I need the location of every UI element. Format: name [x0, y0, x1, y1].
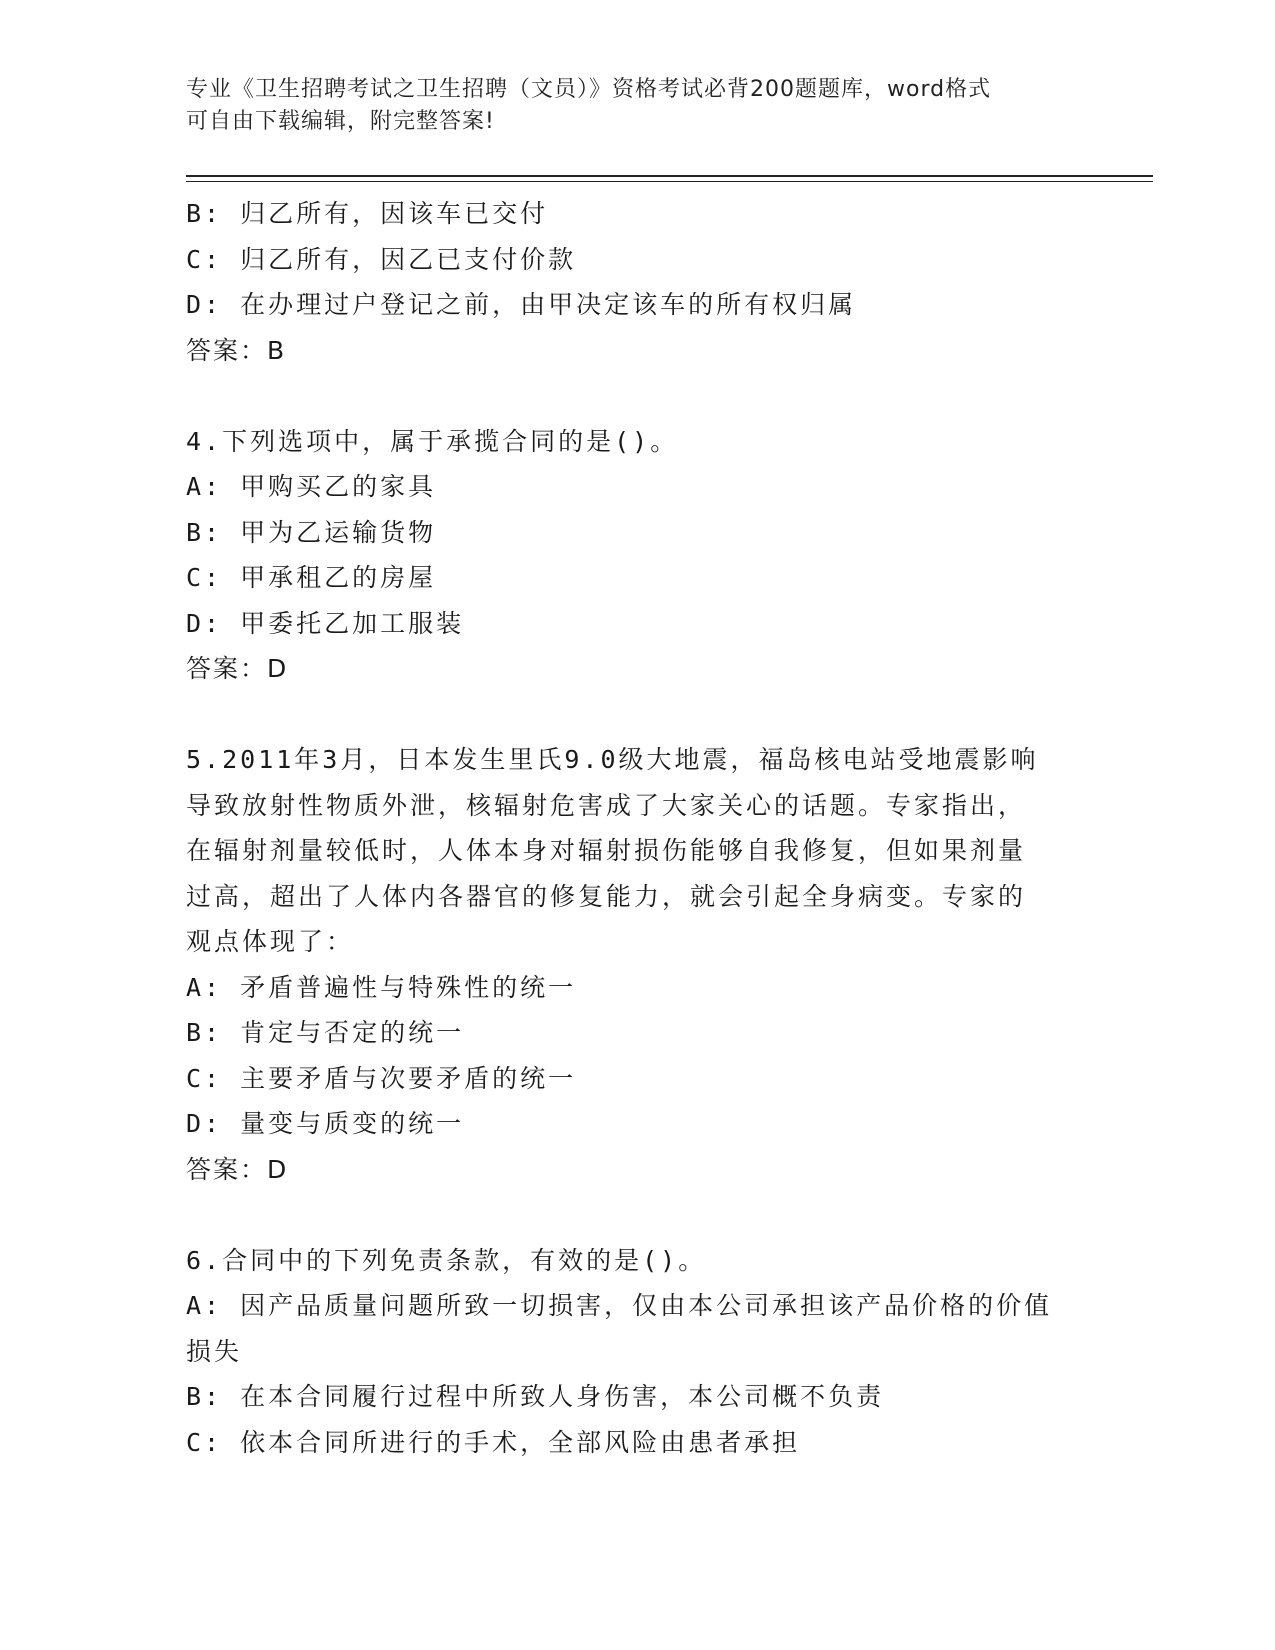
header-rule-thin [186, 181, 1153, 182]
q6-option-c: C: 依本合同所进行的手术，全部风险由患者承担 [186, 1427, 801, 1457]
spacer [186, 1192, 1146, 1238]
q3-answer: 答案：B [186, 335, 287, 365]
q6-option-a-continued: 损失 [186, 1336, 243, 1366]
document-header [186, 74, 1086, 138]
q6-option-a: A: 因产品质量问题所致一切损害，仅由本公司承担该产品价格的价值 [186, 1291, 1053, 1320]
q4-option-b: B: 甲为乙运输货物 [186, 517, 437, 547]
q5-option-b: B: 肯定与否定的统一 [186, 1018, 465, 1047]
q6-option-b: B: 在本合同履行过程中所致人身伤害，本公司概不负责 [186, 1382, 885, 1411]
spacer [186, 692, 1146, 738]
q3-option-d: D: 在办理过户登记之前，由甲决定该车的所有权归属 [186, 290, 857, 319]
q5-question-line: 导致放射性物质外泄，核辐射危害成了大家关心的话题。专家指出， [186, 790, 1027, 820]
q5-option-d: D: 量变与质变的统一 [186, 1109, 465, 1138]
q4-option-a: A: 甲购买乙的家具 [186, 472, 437, 501]
q6-question: 6.合同中的下列免责条款，有效的是()。 [186, 1245, 707, 1275]
q5-question-line: 在辐射剂量较低时，人体本身对辐射损伤能够自我修复，但如果剂量 [186, 836, 1027, 865]
q5-question-line: 5.2011年3月，日本发生里氏9.0级大地震，福岛核电站受地震影响 [186, 745, 1039, 774]
q4-option-c: C: 甲承租乙的房屋 [186, 563, 437, 592]
question-list [186, 191, 1146, 1465]
q5-answer: 答案：D [186, 1154, 289, 1184]
q5-question-line: 过高，超出了人体内各器官的修复能力，就会引起全身病变。专家的 [186, 881, 1027, 911]
q4-option-d: D: 甲委托乙加工服装 [186, 608, 465, 638]
q3-option-b: B: 归乙所有，因该车已交付 [186, 199, 549, 228]
q5-option-a: A: 矛盾普遍性与特殊性的统一 [186, 972, 577, 1002]
q4-answer: 答案：D [186, 654, 289, 683]
header-rule-thick [186, 175, 1153, 177]
header-line-1: 专业《卫生招聘考试之卫生招聘（文员）》资格考试必背200题题库，word格式 [186, 77, 992, 102]
header-line-2: 可自由下载编辑，附完整答案! [186, 109, 495, 134]
spacer [186, 373, 1146, 419]
q5-option-c: C: 主要矛盾与次要矛盾的统一 [186, 1063, 577, 1093]
q5-question-line: 观点体现了： [186, 927, 355, 956]
q3-option-c: C: 归乙所有，因乙已支付价款 [186, 244, 577, 274]
q4-question: 4.下列选项中，属于承揽合同的是()。 [186, 426, 679, 456]
